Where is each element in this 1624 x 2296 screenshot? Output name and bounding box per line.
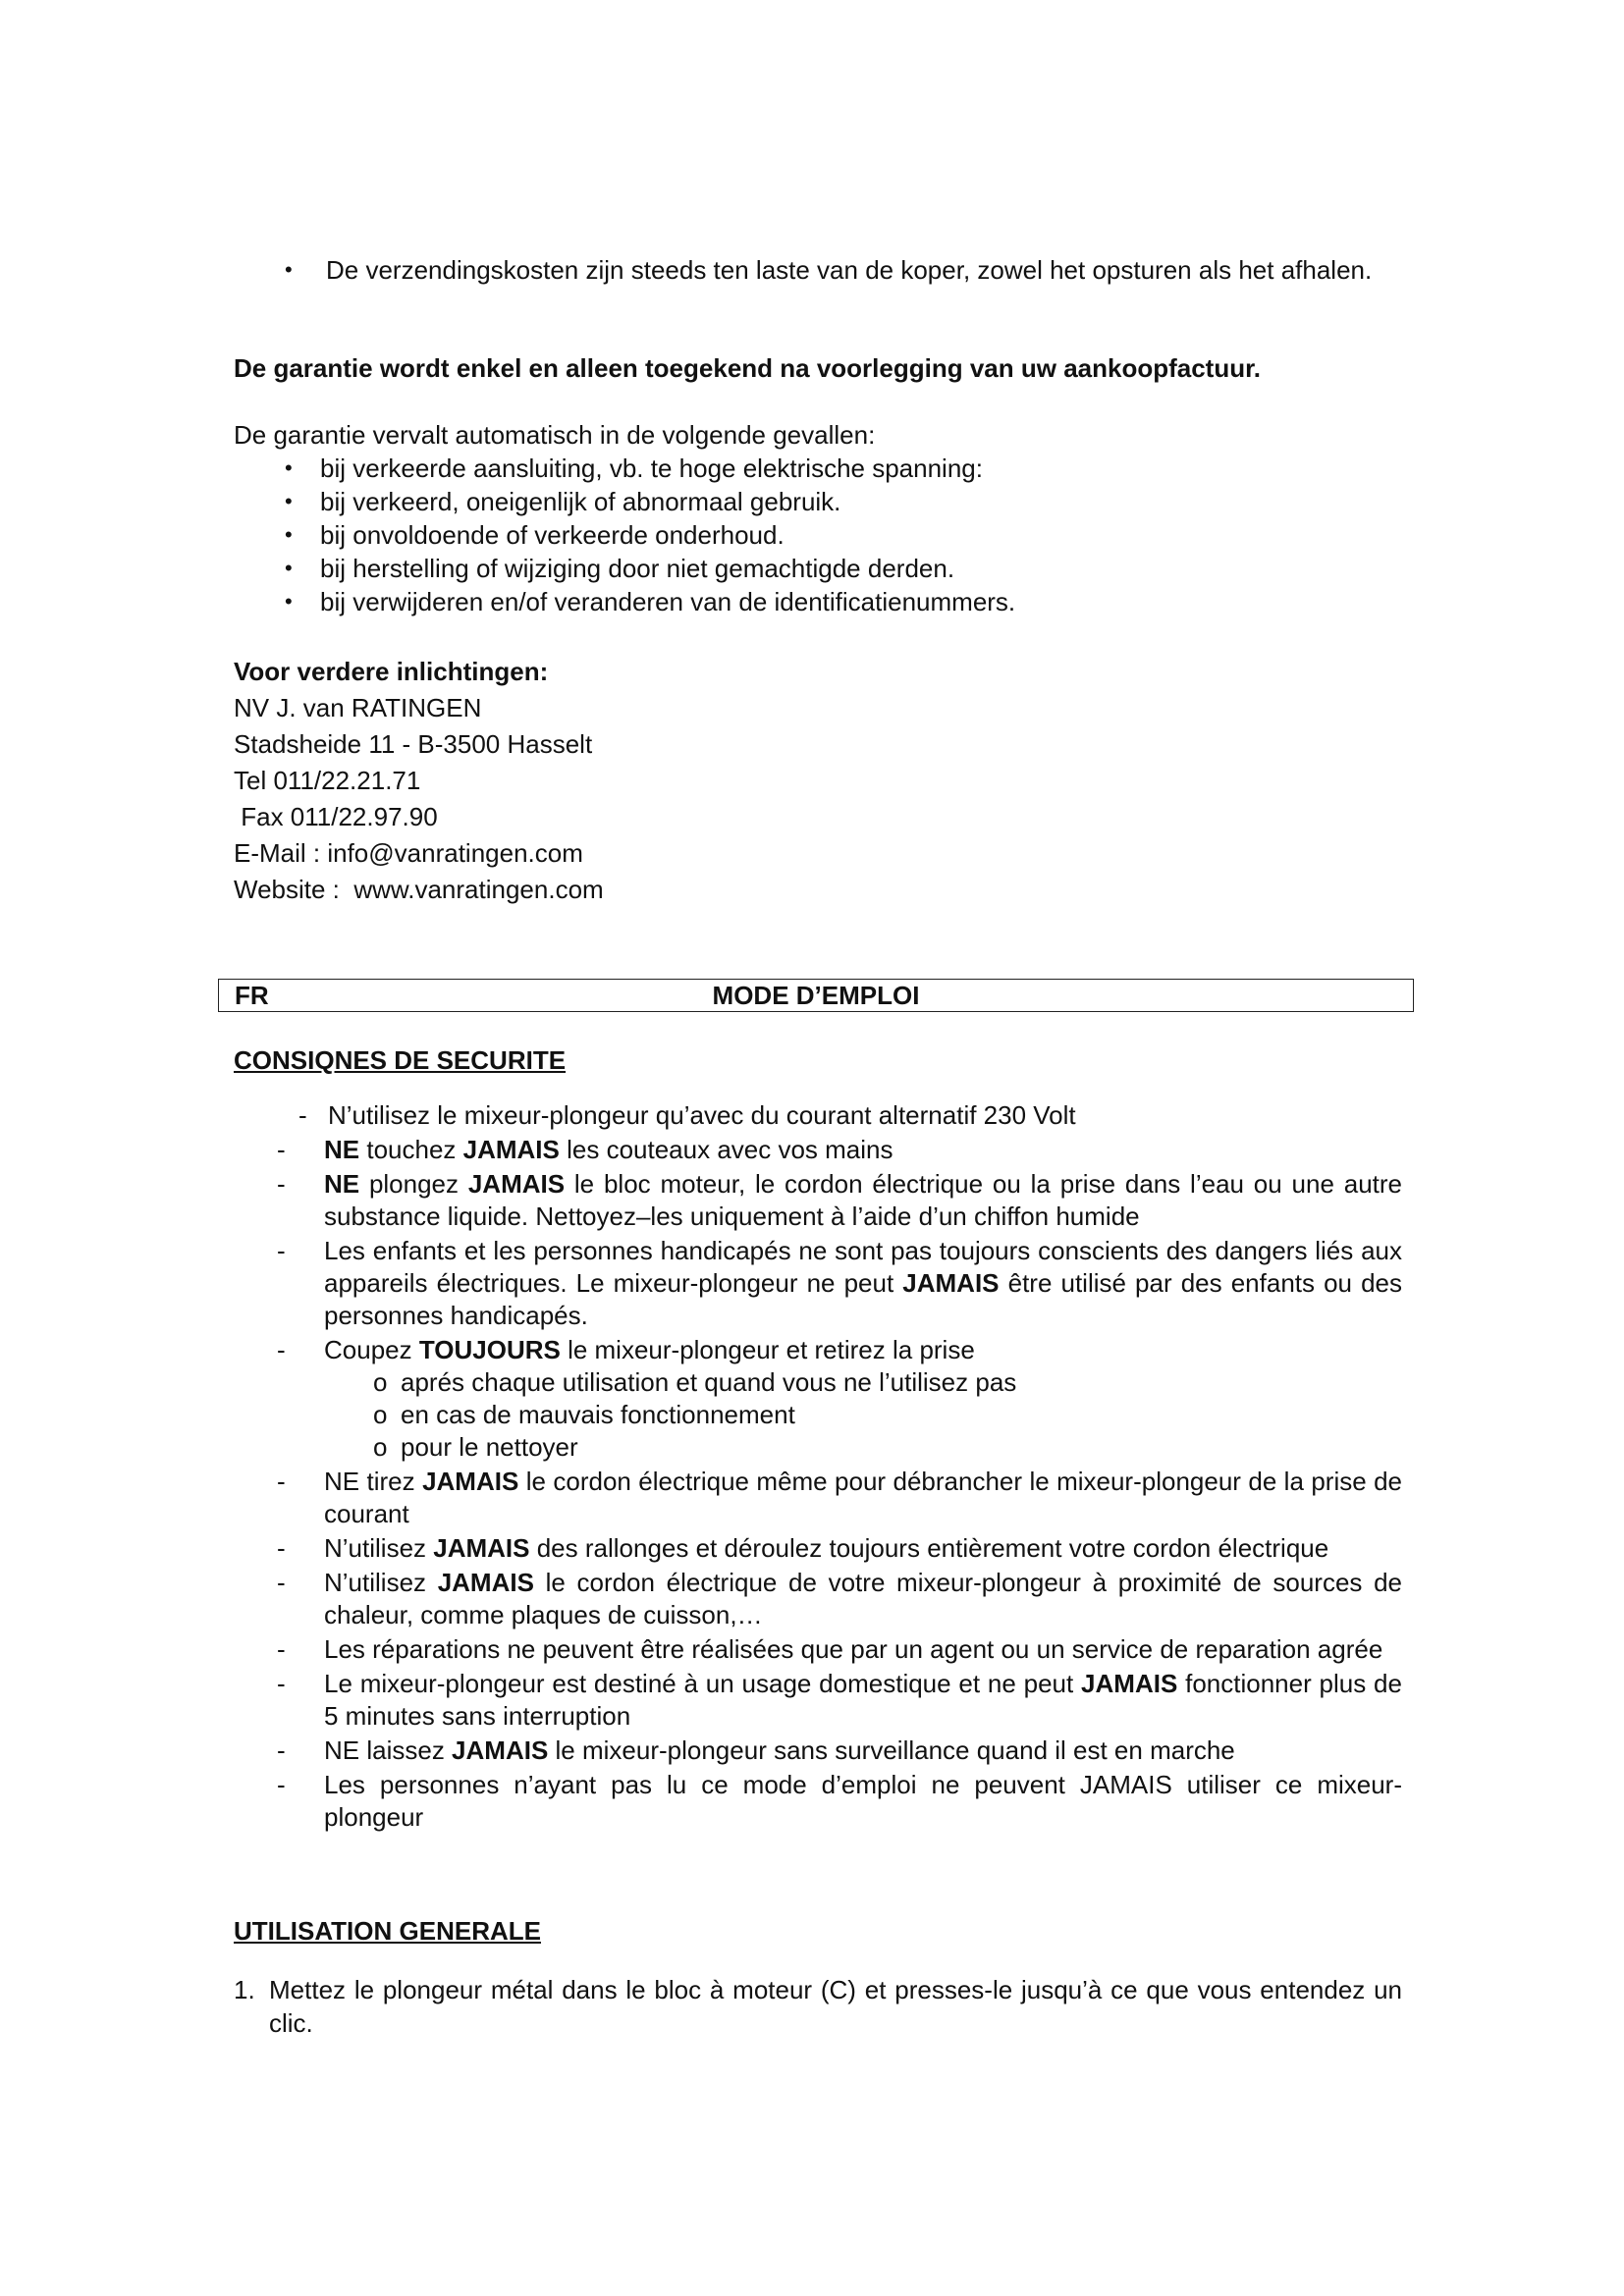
sub-marker: o (373, 1400, 388, 1429)
text-run: le mixeur-plongeur et retirez la prise (560, 1335, 975, 1364)
text-run: Coupez (324, 1335, 419, 1364)
safety-item-text (324, 1466, 1402, 1530)
list-item (285, 518, 1402, 552)
sub-list-item (373, 1399, 1402, 1431)
safety-item-text (324, 1334, 1402, 1366)
void-item-text: bij verkeerd, oneigenlijk of abnormaal gebruik. (320, 487, 841, 516)
list-item (234, 1099, 1402, 1132)
sub-item-text: aprés chaque utilisation et quand vous ne l’utilisez pas (401, 1367, 1017, 1397)
list-item (234, 1532, 1402, 1565)
text-run: touchez (359, 1135, 463, 1164)
text-run: Les enfants et les personnes handicapés ne sont pas toujours conscients des dangers liés aux appareils électriques. Le mixeur-plongeur ne peut (324, 1236, 1402, 1298)
safety-item-text: Les personnes n’ayant pas lu ce mode d’emploi ne peuvent JAMAIS utiliser ce mixeur-plongeur (324, 1770, 1402, 1832)
bold-word: JAMAIS (462, 1135, 560, 1164)
bullet-marker: • (285, 455, 293, 480)
safety-item-text (324, 1532, 1402, 1565)
text-run: NE laissez (324, 1735, 453, 1765)
void-item-text: bij verkeerde aansluiting, vb. te hoge elektrische spanning: (320, 454, 983, 483)
bullet-marker: • (285, 589, 293, 614)
email-line (234, 835, 1402, 872)
list-item (285, 452, 1402, 485)
text-run: N’utilisez (324, 1568, 438, 1597)
safety-item-text: N’utilisez le mixeur-plongeur qu’avec du courant alternatif 230 Volt (328, 1100, 1076, 1130)
shipping-bullet (285, 253, 1402, 287)
bullet-marker: • (285, 522, 293, 547)
dash-marker: - (277, 1135, 286, 1164)
warranty-note: De garantie wordt enkel en alleen toegekend na voorlegging van uw aankoopfactuur. (234, 353, 1262, 383)
text-run: le cordon électrique même pour débrancher le mixeur-plongeur de la prise de courant (324, 1467, 1403, 1528)
safety-item-text (324, 1168, 1402, 1233)
list-item (285, 485, 1402, 518)
warranty-void-intro: De garantie vervalt automatisch in de volgende gevallen: (234, 420, 876, 450)
dash-marker: - (277, 1467, 286, 1496)
sub-item-text: pour le nettoyer (401, 1432, 578, 1462)
contact-block (234, 654, 1402, 908)
bold-word: JAMAIS (467, 1169, 566, 1199)
bullet-marker: • (285, 489, 293, 513)
dash-marker: - (277, 1770, 286, 1799)
fax-number: Fax 011/22.97.90 (234, 802, 438, 831)
void-item-text: bij verwijderen en/of veranderen van de identificatienummers. (320, 587, 1016, 616)
company-name: NV J. van RATINGEN (234, 693, 482, 722)
sub-list-item (373, 1366, 1402, 1399)
list-item (234, 1334, 1402, 1366)
website-link[interactable]: www.vanratingen.com (347, 875, 604, 904)
dash-marker: - (277, 1533, 286, 1563)
sub-list-item (373, 1431, 1402, 1464)
list-item (234, 1567, 1402, 1631)
bold-word: JAMAIS (902, 1268, 1000, 1298)
usage-heading: UTILISATION GENERALE (234, 1916, 541, 1946)
safety-item-text (324, 1567, 1402, 1631)
email-link[interactable]: info@vanratingen.com (327, 838, 583, 868)
text-run: être utilisé par des enfants ou des personnes handicapés. (324, 1268, 1403, 1330)
list-item (234, 1668, 1402, 1733)
list-item (234, 1633, 1402, 1666)
list-item (234, 1134, 1402, 1166)
section-title: MODE D’EMPLOI (712, 981, 920, 1010)
bold-word: JAMAIS (452, 1735, 549, 1765)
website-line (234, 872, 1402, 908)
company-address: Stadsheide 11 - B-3500 Hasselt (234, 729, 593, 759)
phone-number: Tel 011/22.21.71 (234, 766, 421, 795)
sub-item-text: en cas de mauvais fonctionnement (401, 1400, 795, 1429)
text-run: le cordon électrique de votre mixeur-plongeur à proximité de sources de chaleur, comme plaques de cuisson,… (324, 1568, 1403, 1629)
text-run: Le mixeur-plongeur est destiné à un usage domestique et ne peut (324, 1669, 1082, 1698)
text-run: N’utilisez (324, 1533, 434, 1563)
list-item (285, 552, 1402, 585)
bullet-marker: • (285, 257, 293, 282)
safety-list (234, 1099, 1402, 1834)
dash-marker: - (277, 1169, 286, 1199)
website-label: Website : (234, 875, 348, 904)
bold-word: TOUJOURS (418, 1335, 561, 1364)
safety-item-text: Les réparations ne peuvent être réalisées que par un agent ou un service de reparation agrée (324, 1634, 1383, 1664)
dash-marker: - (277, 1335, 286, 1364)
list-item (234, 1769, 1402, 1834)
void-item-text: bij onvoldoende of verkeerde onderhoud. (320, 520, 785, 550)
text-run: le bloc moteur, le cordon électrique ou la prise dans l’eau ou une autre substance liquide. Nettoyez–les uniquement à l’aide d’un chiffon humide (324, 1169, 1402, 1231)
bold-word: NE (324, 1169, 360, 1199)
list-item (234, 1735, 1402, 1767)
safety-item-text (324, 1735, 1402, 1767)
dash-marker: - (277, 1669, 286, 1698)
shipping-text: De verzendingskosten zijn steeds ten laste van de koper, zowel het opsturen als het afhalen. (326, 255, 1373, 285)
dash-marker: - (277, 1236, 286, 1265)
safety-item-text (324, 1235, 1402, 1332)
text-run: NE tirez (324, 1467, 423, 1496)
safety-heading: CONSIQNES DE SECURITE (234, 1045, 567, 1075)
sub-marker: o (373, 1367, 388, 1397)
void-item-text: bij herstelling of wijziging door niet gemachtigde derden. (320, 554, 955, 583)
text-run: plongez (359, 1169, 468, 1199)
dash-marker: - (277, 1634, 286, 1664)
dash-marker: - (298, 1100, 307, 1130)
step-number: 1. (234, 1975, 255, 2004)
section-title-box (218, 979, 1414, 1012)
dash-marker: - (277, 1735, 286, 1765)
safety-item-text (324, 1134, 1402, 1166)
bold-word: JAMAIS (1081, 1669, 1178, 1698)
list-item (285, 585, 1402, 618)
bullet-marker: • (285, 556, 293, 580)
bold-word: NE (324, 1135, 360, 1164)
text-run: le mixeur-plongeur sans surveillance quand il est en marche (548, 1735, 1235, 1765)
warranty-void-list (285, 452, 1402, 618)
safety-item-text (324, 1668, 1402, 1733)
list-item (234, 1168, 1402, 1233)
step-text: Mettez le plongeur métal dans le bloc à moteur (C) et presses-le jusqu’à ce que vous entendez un clic. (269, 1975, 1402, 2038)
list-item (234, 1466, 1402, 1530)
contact-heading: Voor verdere inlichtingen: (234, 657, 549, 686)
email-label: E-Mail : (234, 838, 328, 868)
text-run: des rallonges et déroulez toujours entièrement votre cordon électrique (529, 1533, 1329, 1563)
language-code: FR (235, 981, 269, 1010)
dash-marker: - (277, 1568, 286, 1597)
usage-step (234, 1973, 1402, 2040)
bold-word: JAMAIS (422, 1467, 519, 1496)
bold-word: JAMAIS (437, 1568, 534, 1597)
sub-marker: o (373, 1432, 388, 1462)
text-run: fonctionner plus de 5 minutes sans interruption (324, 1669, 1402, 1731)
text-run: les couteaux avec vos mains (559, 1135, 893, 1164)
bold-word: JAMAIS (433, 1533, 530, 1563)
list-item (234, 1235, 1402, 1332)
